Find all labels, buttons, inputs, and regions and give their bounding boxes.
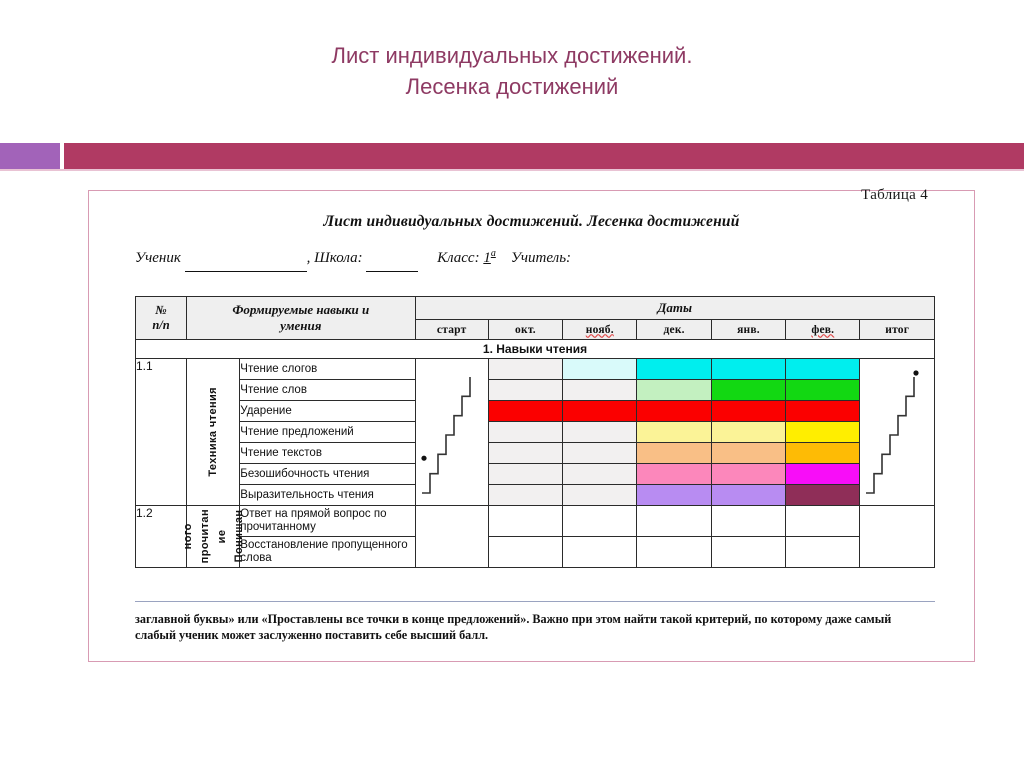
grade-cell-нояб.[interactable] bbox=[563, 422, 637, 443]
student-label: Ученик bbox=[135, 250, 181, 266]
th-month-6: итог bbox=[860, 320, 935, 340]
grade-cell-нояб.[interactable] bbox=[563, 464, 637, 485]
table-row bbox=[136, 464, 935, 485]
skill-label: Чтение предложений bbox=[240, 422, 415, 443]
grade-cell-янв.[interactable] bbox=[711, 464, 785, 485]
table-row bbox=[136, 537, 935, 568]
table-row bbox=[136, 380, 935, 401]
grade-cell-дек.[interactable] bbox=[637, 464, 711, 485]
grade-cell-дек.[interactable] bbox=[637, 443, 711, 464]
grade-cell-янв.[interactable] bbox=[711, 401, 785, 422]
grade-cell-фев.[interactable] bbox=[786, 401, 860, 422]
grade-cell-янв.[interactable] bbox=[711, 506, 785, 537]
grade-cell-окт.[interactable] bbox=[488, 401, 562, 422]
grade-cell-нояб.[interactable] bbox=[563, 537, 637, 568]
table-row bbox=[136, 359, 935, 380]
th-dates: Даты bbox=[415, 297, 934, 320]
table-header-row-1 bbox=[136, 297, 935, 320]
grade-cell-нояб.[interactable] bbox=[563, 506, 637, 537]
grade-cell-окт.[interactable] bbox=[488, 485, 562, 506]
grade-cell-дек.[interactable] bbox=[637, 506, 711, 537]
th-skills: Формируемые навыки и умения bbox=[187, 297, 416, 340]
grade-cell-янв.[interactable] bbox=[711, 380, 785, 401]
grade-cell-янв.[interactable] bbox=[711, 359, 785, 380]
section-title: 1. Навыки чтения bbox=[136, 340, 935, 359]
th-month-5: фев. bbox=[786, 320, 860, 340]
grade-cell-дек.[interactable] bbox=[637, 380, 711, 401]
vertical-label: Техника чтения bbox=[207, 387, 220, 477]
th-month-1: окт. bbox=[488, 320, 562, 340]
table-row bbox=[136, 422, 935, 443]
slide-title bbox=[0, 40, 1024, 102]
row-index-1.1: 1.1 bbox=[136, 359, 187, 506]
grade-cell-дек.[interactable] bbox=[637, 401, 711, 422]
grade-cell-фев.[interactable] bbox=[786, 537, 860, 568]
grade-cell-дек.[interactable] bbox=[637, 537, 711, 568]
class-value-sup: а bbox=[490, 248, 496, 259]
skill-label: Безошибочность чтения bbox=[240, 464, 415, 485]
accent-underline bbox=[0, 169, 1024, 171]
vertical-label-part: ие bbox=[215, 529, 228, 544]
skill-label: Чтение слов bbox=[240, 380, 415, 401]
table-row bbox=[136, 443, 935, 464]
grade-cell-дек.[interactable] bbox=[637, 359, 711, 380]
th-month-2: нояб. bbox=[563, 320, 637, 340]
school-label: , Школа: bbox=[306, 250, 363, 266]
footer-text: заглавной буквы» или «Проставлены все точки в конце предложений». Важно при этом найти такой критерий, по которому даже самый слабый ученик может заслуженно поставить себе высший балл. bbox=[135, 612, 892, 642]
staircase-start bbox=[415, 506, 488, 568]
table-caption: Таблица 4 bbox=[861, 187, 928, 203]
vertical-label-part: Понишан bbox=[232, 510, 245, 563]
grade-cell-дек.[interactable] bbox=[637, 485, 711, 506]
grade-cell-окт.[interactable] bbox=[488, 443, 562, 464]
grade-cell-нояб.[interactable] bbox=[563, 485, 637, 506]
grade-cell-фев.[interactable] bbox=[786, 422, 860, 443]
grade-cell-окт.[interactable] bbox=[488, 464, 562, 485]
table-row bbox=[136, 401, 935, 422]
grade-cell-фев.[interactable] bbox=[786, 506, 860, 537]
grade-cell-нояб.[interactable] bbox=[563, 359, 637, 380]
document-frame bbox=[88, 187, 975, 662]
skill-label: Ответ на прямой вопрос по прочитанному bbox=[240, 506, 415, 537]
slide-title-line1: Лист индивидуальных достижений. bbox=[331, 43, 693, 68]
skill-label: Чтение текстов bbox=[240, 443, 415, 464]
th-month-4: янв. bbox=[711, 320, 785, 340]
skill-label: Выразительность чтения bbox=[240, 485, 415, 506]
staircase-start bbox=[415, 359, 488, 506]
vertical-label-part: ного bbox=[181, 523, 194, 550]
student-blank[interactable] bbox=[185, 245, 307, 272]
grade-cell-фев.[interactable] bbox=[786, 380, 860, 401]
grade-cell-фев.[interactable] bbox=[786, 359, 860, 380]
skill-label: Чтение слогов bbox=[240, 359, 415, 380]
class-label: Класс: bbox=[437, 250, 480, 266]
grade-cell-янв.[interactable] bbox=[711, 422, 785, 443]
th-month-0: старт bbox=[415, 320, 488, 340]
grade-cell-янв.[interactable] bbox=[711, 443, 785, 464]
document-title: Лист индивидуальных достижений. Лесенка достижений bbox=[323, 213, 740, 230]
grade-cell-окт.[interactable] bbox=[488, 537, 562, 568]
vertical-label-part: прочитан bbox=[198, 509, 211, 564]
accent-bar-group bbox=[0, 143, 1024, 169]
grade-cell-окт.[interactable] bbox=[488, 359, 562, 380]
grade-cell-янв.[interactable] bbox=[711, 537, 785, 568]
grade-cell-дек.[interactable] bbox=[637, 422, 711, 443]
grade-cell-фев.[interactable] bbox=[786, 443, 860, 464]
grade-cell-фев.[interactable] bbox=[786, 464, 860, 485]
table-row bbox=[136, 506, 935, 537]
school-blank[interactable] bbox=[366, 245, 418, 272]
footer-divider bbox=[135, 601, 935, 602]
skill-label: Ударение bbox=[240, 401, 415, 422]
table-row bbox=[136, 485, 935, 506]
grade-cell-фев.[interactable] bbox=[786, 485, 860, 506]
identity-line bbox=[135, 241, 935, 299]
grade-cell-окт.[interactable] bbox=[488, 422, 562, 443]
group-label-1.1 bbox=[187, 359, 240, 506]
accent-square bbox=[0, 143, 60, 169]
section-header-row bbox=[136, 340, 935, 359]
grade-cell-нояб.[interactable] bbox=[563, 443, 637, 464]
accent-bar bbox=[64, 143, 1024, 169]
group-label-1.2 bbox=[181, 506, 245, 568]
grade-cell-янв.[interactable] bbox=[711, 485, 785, 506]
teacher-label: Учитель: bbox=[510, 250, 572, 266]
grade-cell-окт.[interactable] bbox=[488, 380, 562, 401]
skill-label: Восстановление пропущенного слова bbox=[240, 537, 415, 568]
th-number: № п/п bbox=[136, 297, 187, 340]
row-index-1.2: 1.2 bbox=[136, 506, 187, 568]
th-month-3: дек. bbox=[637, 320, 711, 340]
staircase-total bbox=[860, 506, 935, 568]
grade-cell-окт.[interactable] bbox=[488, 506, 562, 537]
staircase-total bbox=[860, 359, 935, 506]
teacher-blank[interactable] bbox=[135, 272, 253, 299]
grade-cell-нояб.[interactable] bbox=[563, 401, 637, 422]
slide-title-line2: Лесенка достижений bbox=[405, 74, 619, 99]
class-value: 1 bbox=[483, 250, 491, 266]
achievements-table bbox=[135, 296, 935, 568]
grade-cell-нояб.[interactable] bbox=[563, 380, 637, 401]
